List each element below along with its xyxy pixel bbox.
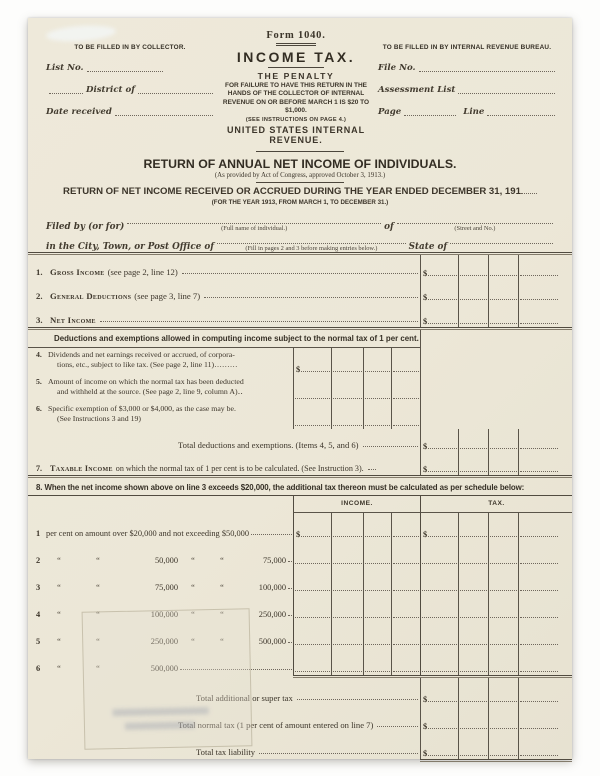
schedule-row-1 [28,513,572,540]
ditto-mark: “ [96,664,100,673]
line-7-label [28,452,420,475]
schedule-row-number: 3 [36,583,41,592]
money-cell[interactable] [489,255,519,279]
schedule-row-leader [288,639,292,643]
money-cell[interactable] [392,567,420,594]
assessment-fill-line[interactable] [458,86,555,94]
collector-box [46,30,214,148]
money-cell[interactable] [459,279,489,303]
schedule-row-1-leader [251,531,292,535]
money-cell[interactable] [332,621,365,648]
money-cell[interactable] [459,621,489,648]
money-cell[interactable] [519,452,572,475]
money-cell[interactable] [332,648,365,675]
money-cell[interactable] [332,594,365,621]
money-cell[interactable] [332,402,365,429]
line-7-rest: on which the normal tax of 1 per cent is to be calculated. (See Instruction 3). [115,464,364,473]
line-3-money-group [420,303,572,327]
line-7-leader [368,464,376,470]
money-cell[interactable] [364,402,392,429]
dollar-sign: $ [423,316,428,326]
form-top-header [28,26,572,148]
filed-by-label: Filed by (or for) [46,222,125,232]
money-cell[interactable] [364,540,392,567]
total-deductions-label-wrap [28,429,420,452]
ditto-mark: “ [96,637,100,646]
dollar-sign: $ [423,464,428,474]
schedule-tax-cells [420,540,572,567]
list-no-label: List No. [46,63,84,73]
city-field[interactable] [217,235,406,252]
money-cell[interactable] [519,621,572,648]
money-cell[interactable] [392,513,420,540]
money-cell[interactable] [519,705,572,732]
page-label: Page [378,107,402,117]
dollar-sign: $ [423,748,428,758]
assessment-label: Assessment List [378,85,456,95]
city-state-row [28,235,572,252]
total-super-tax-leader [297,695,418,700]
money-cell[interactable] [519,540,572,567]
deduction-item-row-4 [28,348,572,375]
schedule-row-3 [28,567,572,594]
of-label: of [384,222,394,232]
ditto-mark: “ [57,637,61,646]
money-column-spacer [420,375,572,402]
title-underline [268,67,324,68]
schedule-income-cells [293,648,420,675]
money-cell[interactable] [294,540,332,567]
ditto-mark: “ [220,610,224,619]
ditto-mark: “ [220,583,224,592]
money-cell[interactable] [489,678,519,705]
money-cell[interactable] [459,513,489,540]
schedule-row-number: 5 [36,637,41,646]
item-4-label [28,348,293,375]
money-cell[interactable] [489,452,519,475]
money-column-spacer [420,330,572,348]
schedule-row-2-label [28,540,293,567]
schedule-row-leader [288,612,292,616]
assessment-field [378,85,556,95]
dollar-sign: $ [423,721,428,731]
money-cell[interactable] [459,732,489,759]
money-cell[interactable] [489,567,519,594]
schedule-row-number: 2 [36,556,41,565]
money-cell[interactable] [459,429,489,452]
state-fill-line[interactable] [450,235,553,244]
schedule-from-amount: 250,000 [150,637,178,646]
money-cell[interactable] [519,513,572,540]
money-cell[interactable] [489,705,519,732]
item-6-label [28,402,293,429]
money-cell[interactable] [421,279,459,303]
money-cell[interactable] [294,513,332,540]
line-fill-line[interactable] [487,108,555,116]
money-cell[interactable] [392,348,420,375]
money-cell[interactable] [392,402,420,429]
line-7-caps: Taxable Income [50,464,113,473]
full-name-field[interactable] [127,215,381,232]
money-cell[interactable] [364,648,392,675]
item-6-money-group [293,402,420,429]
irs-box-title: TO BE FILLED IN BY INTERNAL REVENUE BUREAU. [382,44,552,51]
schedule-income-cells [293,621,420,648]
money-cell[interactable] [421,452,459,475]
line-3-leader [100,316,418,322]
money-cell[interactable] [421,429,459,452]
line-1-leader [182,268,418,274]
form-number: Form 1040. [266,30,326,41]
line-3-number: 3. [36,315,43,325]
schedule-row-1-tax-cells [420,513,572,540]
item-6-number: 6. [36,404,42,413]
main-title-subtitle: (As provided by Act of Congress, approved October 3, 1913.) [214,172,386,179]
money-cell[interactable] [489,648,519,675]
line-8-text: 8. When the net income shown above on line 3 exceeds $20,000, the additional tax thereon must be calculated as per schedule below: [36,483,525,492]
money-cell[interactable] [294,621,332,648]
line-2-leader [204,292,418,298]
total-tax-liability-money-group [420,732,572,759]
schedule-tax-cells [420,567,572,594]
separator-rule [256,151,344,152]
schedule-to-amount: 250,000 [258,610,286,619]
city-label: in the City, Town, or Post Office of [46,242,215,252]
ditto-mark: “ [191,637,195,646]
state-field[interactable] [450,235,553,252]
item-5-line1: Amount of income on which the normal tax has been deducted [48,377,244,386]
money-cell[interactable] [364,621,392,648]
money-cell[interactable] [332,348,365,375]
total-tax-liability-leader [259,749,418,754]
money-cell[interactable] [489,732,519,759]
money-cell[interactable] [364,348,392,375]
page-fill-line[interactable] [404,108,456,116]
money-cell[interactable] [421,732,459,759]
money-cell[interactable] [364,375,392,402]
street-field[interactable] [397,215,553,232]
line-7-number: 7. [36,464,43,473]
totals-close-rule [420,759,572,762]
money-cell[interactable] [294,348,332,375]
item-4-line2: tions, etc., subject to like tax. (See page 2, line 11)……… [57,360,238,370]
money-cell[interactable] [294,375,332,402]
money-cell[interactable] [364,513,392,540]
schedule-tax-header: TAX. [420,496,572,513]
dollar-sign: $ [423,529,428,539]
district-fill-line-left[interactable] [49,86,83,94]
money-cell[interactable] [459,303,489,327]
schedule-row-leader [288,585,292,589]
list-no-fill-line[interactable] [87,64,163,72]
money-cell[interactable] [489,429,519,452]
penalty-heading: THE PENALTY [257,71,335,81]
deductions-heading: Deductions and exemptions allowed in computing income subject to the normal tax of 1 per cent. [28,330,420,348]
bleed-through-stamp [82,608,253,749]
money-cell[interactable] [459,648,489,675]
money-cell[interactable] [294,648,332,675]
schedule-row-3-label [28,567,293,594]
money-cell[interactable] [332,375,365,402]
dollar-sign: $ [423,292,428,302]
schedule-row-1-number: 1 [36,529,41,538]
fill-pages-hint: (Fill in pages 2 and 3 before making entries below.) [245,245,378,252]
line-item-row-3 [28,303,572,327]
period-title-text: RETURN OF NET INCOME RECEIVED OR ACCRUED DURING THE YEAR ENDED DECEMBER 31, 191 [63,186,521,197]
full-name-fill-line[interactable] [127,215,381,224]
money-cell[interactable] [392,621,420,648]
schedule-row-number: 6 [36,664,41,673]
money-cell[interactable] [459,705,489,732]
money-cell[interactable] [489,621,519,648]
total-tax-liability-label: Total tax liability [196,747,256,757]
total-deductions-row [28,429,572,452]
line-3-caps: Net Income [50,315,96,325]
line-item-row-1 [28,255,572,279]
filed-by-row [28,215,572,232]
bureau-line: UNITED STATES INTERNAL REVENUE. [227,124,365,145]
money-cell[interactable] [421,621,459,648]
line-2-rest: (see page 3, line 7) [134,291,201,301]
ditto-mark: “ [96,610,100,619]
money-cell[interactable] [459,678,489,705]
dollar-sign: $ [423,694,428,704]
line-1-label [28,255,420,279]
file-no-field [378,63,556,73]
money-cell[interactable] [519,567,572,594]
money-cell[interactable] [459,452,489,475]
money-cell[interactable] [519,429,572,452]
ditto-mark: “ [220,637,224,646]
deduction-item-row-6 [28,402,572,429]
money-cell[interactable] [489,513,519,540]
state-label: State of [408,242,448,252]
ditto-mark: “ [57,583,61,592]
schedule-row-leader [288,558,292,562]
line-item-row-2 [28,279,572,303]
schedule-row-number: 4 [36,610,41,619]
deduction-item-row-5 [28,375,572,402]
line-2-caps: General Deductions [50,291,132,301]
item-6-line2: (See Instructions 3 and 19) [57,414,142,424]
money-cell[interactable] [519,255,572,279]
money-cell[interactable] [489,279,519,303]
total-normal-tax-leader [377,722,418,727]
schedule-row-1-income-cells [293,513,420,540]
money-cell[interactable] [421,594,459,621]
city-fill-line[interactable] [217,235,406,244]
schedule-from-amount: 50,000 [154,556,178,565]
money-cell[interactable] [392,375,420,402]
dollar-sign: $ [423,268,428,278]
schedule-income-cells [293,594,420,621]
money-cell[interactable] [294,594,332,621]
dollar-sign: $ [423,441,428,451]
money-cell[interactable] [489,303,519,327]
separator-rule [256,182,344,183]
schedule-to-amount: 100,000 [258,583,286,592]
money-cell[interactable] [332,540,365,567]
item-5-line2: and withheld at the source. (See page 2, line 9, column A)‥ [57,387,243,397]
collector-box-title: TO BE FILLED IN BY COLLECTOR. [74,44,186,51]
ditto-mark: “ [57,556,61,565]
line-3-label [28,303,420,327]
ditto-mark: “ [57,610,61,619]
schedule-row-1-text: per cent on amount over $20,000 and not exceeding $50,000 [46,529,250,538]
total-deductions-money-group [420,429,572,452]
money-cell[interactable] [294,402,332,429]
file-no-fill-line[interactable] [419,64,555,72]
item-5-number: 5. [36,377,42,386]
line-1-number: 1. [36,267,43,277]
schedule-income-header: INCOME. [293,496,420,513]
schedule-income-cells [293,540,420,567]
schedule-from-amount: 100,000 [150,610,178,619]
schedule-header-spacer [28,496,293,513]
schedule-tax-cells [420,621,572,648]
money-cell[interactable] [519,594,572,621]
file-no-label: File No. [378,63,416,73]
period-title [28,186,572,197]
year-fill-line[interactable] [521,186,537,194]
money-cell[interactable] [519,732,572,759]
ditto-mark: “ [191,556,195,565]
dollar-sign: $ [296,529,301,539]
district-fill-line[interactable] [138,86,213,94]
ditto-mark: “ [220,556,224,565]
item-5-label [28,375,293,402]
full-name-hint: (Full name of individual.) [221,225,288,232]
money-column-spacer [420,402,572,429]
money-cell[interactable] [332,567,365,594]
line-item-row-7 [28,452,572,475]
money-cell[interactable] [421,678,459,705]
total-super-tax-money-group [420,678,572,705]
irs-box [378,30,556,148]
money-cell[interactable] [421,513,459,540]
state-hint-spacer [450,244,553,252]
schedule-to-amount: 500,000 [258,637,286,646]
ditto-mark: “ [96,583,100,592]
money-cell[interactable] [519,678,572,705]
ditto-mark: “ [191,610,195,619]
dollar-sign: $ [296,364,301,374]
item-4-line1: Dividends and net earnings received or accrued, of corpora- [48,350,235,359]
total-deductions-label: Total deductions and exemptions. (Items 4, 5, and 6) [178,440,359,450]
schedule-header-row [28,496,572,513]
money-cell[interactable] [364,594,392,621]
schedule-income-cells [293,567,420,594]
line-1-money-group [420,255,572,279]
date-received-field [46,107,214,117]
money-cell[interactable] [332,513,365,540]
money-cell[interactable] [519,648,572,675]
ditto-mark: “ [96,556,100,565]
ditto-mark: “ [57,664,61,673]
schedule-tax-cells [420,648,572,675]
item-6-line1: Specific exemption of $3,000 or $4,000, as the case may be. [48,404,236,413]
money-cell[interactable] [421,540,459,567]
form-title-block [214,30,378,148]
item-5-money-group [293,375,420,402]
money-column-spacer [420,348,572,375]
street-fill-line[interactable] [397,215,553,224]
district-label: District of [86,85,135,95]
money-cell[interactable] [519,279,572,303]
money-cell[interactable] [421,705,459,732]
money-cell[interactable] [459,255,489,279]
money-cell[interactable] [392,648,420,675]
money-cell[interactable] [392,594,420,621]
page-line-field [378,107,556,117]
money-cell[interactable] [489,594,519,621]
form-number-underline [276,43,316,46]
income-tax-title: INCOME TAX. [236,49,356,65]
date-received-label: Date received [46,107,112,117]
deductions-heading-row [28,330,572,348]
money-cell[interactable] [364,567,392,594]
date-received-fill-line[interactable] [115,108,213,116]
schedule-row-1-label [28,513,293,540]
money-cell[interactable] [392,540,420,567]
total-normal-tax-money-group [420,705,572,732]
money-cell[interactable] [459,540,489,567]
penalty-body: FOR FAILURE TO HAVE THIS RETURN IN THE HANDS OF THE COLLECTOR OF INTERNAL REVENUE ON OR BEFORE MARCH 1 IS $20 TO $1,000. [222,82,370,115]
penalty-note: (SEE INSTRUCTIONS ON PAGE 4.) [245,116,347,123]
schedule-from-amount: 500,000 [150,664,178,673]
ditto-mark: “ [191,583,195,592]
money-cell[interactable] [421,303,459,327]
schedule-row-2 [28,540,572,567]
main-title: RETURN OF ANNUAL NET INCOME OF INDIVIDUALS. [143,157,457,171]
line-2-label [28,279,420,303]
money-cell[interactable] [421,567,459,594]
form-paper [28,18,572,759]
money-cell[interactable] [459,594,489,621]
street-hint: (Street and No.) [454,225,496,232]
list-no-field [46,63,214,73]
line-1-caps: Gross Income [50,267,105,277]
schedule-to-amount: 75,000 [262,556,286,565]
money-cell[interactable] [459,567,489,594]
line-2-number: 2. [36,291,43,301]
line-2-money-group [420,279,572,303]
total-deductions-leader [363,442,418,447]
district-field [46,85,214,95]
schedule-tax-cells [420,594,572,621]
item-4-money-group [293,348,420,375]
item-4-number: 4. [36,350,42,359]
period-subtitle: (FOR THE YEAR 1913, FROM MARCH 1, TO DECEMBER 31.) [211,199,389,206]
total-normal-tax-label: Total normal tax (1 per cent of amount entered on line 7) [178,720,374,730]
money-cell[interactable] [421,255,459,279]
money-cell[interactable] [421,648,459,675]
total-super-tax-label: Total additional or super tax [196,693,293,703]
line-label: Line [463,107,485,117]
money-cell[interactable] [519,303,572,327]
line-1-rest: (see page 2, line 12) [107,267,178,277]
schedule-from-amount: 75,000 [154,583,178,592]
money-cell[interactable] [294,567,332,594]
money-cell[interactable] [489,540,519,567]
line-7-money-group [420,452,572,475]
